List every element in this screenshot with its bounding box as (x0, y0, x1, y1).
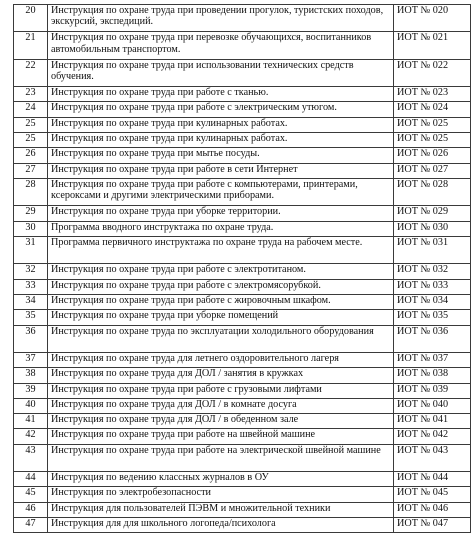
instruction-code: ИОТ № 026 (394, 148, 471, 163)
row-number: 25 (14, 117, 48, 132)
instruction-title: Инструкция по охране труда при работе с электромясорубкой. (48, 279, 394, 294)
instruction-title: Инструкция по охране труда при работе на швейной машине (48, 429, 394, 444)
instruction-title: Инструкция по охране труда при кулинарных работах. (48, 117, 394, 132)
table-row (14, 178, 471, 205)
table-row (14, 414, 471, 429)
table-row (14, 59, 471, 86)
row-number: 38 (14, 368, 48, 383)
instruction-title: Инструкция по охране труда при работе с грузовыми лифтами (48, 383, 394, 398)
instruction-title: Инструкция по охране труда при работе на электрической швейной машине (48, 444, 394, 471)
instruction-code: ИОТ № 039 (394, 383, 471, 398)
instruction-code: ИОТ № 028 (394, 178, 471, 205)
instruction-code: ИОТ № 044 (394, 472, 471, 487)
instruction-code: ИОТ № 038 (394, 368, 471, 383)
table-row (14, 236, 471, 263)
instruction-code: ИОТ № 033 (394, 279, 471, 294)
instruction-code: ИОТ № 024 (394, 102, 471, 117)
instructions-table-body (14, 5, 471, 533)
instruction-title: Инструкция по охране труда при уборке помещений (48, 310, 394, 325)
row-number: 41 (14, 414, 48, 429)
table-row (14, 206, 471, 221)
instruction-title: Инструкция для пользователей ПЭВМ и множительной техники (48, 502, 394, 517)
instruction-code: ИОТ № 023 (394, 87, 471, 102)
row-number: 28 (14, 178, 48, 205)
instruction-code: ИОТ № 025 (394, 133, 471, 148)
table-row (14, 325, 471, 352)
table-row (14, 310, 471, 325)
instruction-title: Инструкция по охране труда при работе с электрическим утюгом. (48, 102, 394, 117)
row-number: 36 (14, 325, 48, 352)
instruction-title: Инструкция по охране труда при мытье посуды. (48, 148, 394, 163)
table-row (14, 368, 471, 383)
instruction-code: ИОТ № 025 (394, 117, 471, 132)
instruction-code: ИОТ № 045 (394, 487, 471, 502)
row-number: 22 (14, 59, 48, 86)
row-number: 40 (14, 398, 48, 413)
instruction-code: ИОТ № 035 (394, 310, 471, 325)
row-number: 39 (14, 383, 48, 398)
instruction-title: Инструкция по охране труда при работе с компьютерами, принтерами, ксероксами и другими электрическими приборами. (48, 178, 394, 205)
instruction-code: ИОТ № 031 (394, 236, 471, 263)
table-row (14, 294, 471, 309)
row-number: 43 (14, 444, 48, 471)
table-row (14, 279, 471, 294)
row-number: 42 (14, 429, 48, 444)
instruction-code: ИОТ № 042 (394, 429, 471, 444)
instruction-title: Инструкция по охране труда при уборке территории. (48, 206, 394, 221)
row-number: 33 (14, 279, 48, 294)
instruction-title: Инструкция по охране труда при кулинарных работах. (48, 133, 394, 148)
instruction-code: ИОТ № 020 (394, 5, 471, 32)
table-row (14, 502, 471, 517)
table-row (14, 148, 471, 163)
instruction-title: Инструкция по охране труда при перевозке обучающихся, воспитанников автомобильным транспортом. (48, 32, 394, 59)
instruction-title: Инструкция по охране труда при работе с тканью. (48, 87, 394, 102)
instruction-code: ИОТ № 029 (394, 206, 471, 221)
instruction-title: Инструкция по охране труда для ДОЛ / в комнате досуга (48, 398, 394, 413)
instruction-code: ИОТ № 043 (394, 444, 471, 471)
row-number: 27 (14, 163, 48, 178)
instruction-title: Инструкция по ведению классных журналов в ОУ (48, 472, 394, 487)
instruction-title: Инструкция по охране труда для ДОЛ / занятия в кружках (48, 368, 394, 383)
table-row (14, 398, 471, 413)
instruction-code: ИОТ № 047 (394, 517, 471, 532)
instruction-title: Инструкция для для школьного логопеда/психолога (48, 517, 394, 532)
instruction-title: Инструкция по охране труда для ДОЛ / в обеденном зале (48, 414, 394, 429)
row-number: 34 (14, 294, 48, 309)
table-row (14, 264, 471, 279)
instruction-title: Инструкция по охране труда при использовании технических средств обучения. (48, 59, 394, 86)
instruction-title: Инструкция по охране труда по эксплуатации холодильного оборудования (48, 325, 394, 352)
row-number: 26 (14, 148, 48, 163)
row-number: 45 (14, 487, 48, 502)
table-row (14, 444, 471, 471)
row-number: 37 (14, 352, 48, 367)
instruction-code: ИОТ № 032 (394, 264, 471, 279)
row-number: 31 (14, 236, 48, 263)
row-number: 44 (14, 472, 48, 487)
table-row (14, 102, 471, 117)
row-number: 35 (14, 310, 48, 325)
table-row (14, 133, 471, 148)
table-row (14, 352, 471, 367)
table-row (14, 472, 471, 487)
instruction-code: ИОТ № 037 (394, 352, 471, 367)
table-row (14, 5, 471, 32)
instruction-code: ИОТ № 034 (394, 294, 471, 309)
instruction-title: Инструкция по охране труда при работе в сети Интернет (48, 163, 394, 178)
table-row (14, 163, 471, 178)
instruction-code: ИОТ № 027 (394, 163, 471, 178)
table-row (14, 487, 471, 502)
instruction-code: ИОТ № 022 (394, 59, 471, 86)
row-number: 30 (14, 221, 48, 236)
instruction-title: Программа первичного инструктажа по охране труда на рабочем месте. (48, 236, 394, 263)
row-number: 21 (14, 32, 48, 59)
instruction-title: Инструкция по охране труда при работе с электротитаном. (48, 264, 394, 279)
instruction-code: ИОТ № 041 (394, 414, 471, 429)
instruction-code: ИОТ № 021 (394, 32, 471, 59)
table-row (14, 117, 471, 132)
table-row (14, 32, 471, 59)
instruction-title: Инструкция по электробезопасности (48, 487, 394, 502)
instruction-title: Инструкция по охране труда для летнего оздоровительного лагеря (48, 352, 394, 367)
row-number: 46 (14, 502, 48, 517)
instruction-code: ИОТ № 036 (394, 325, 471, 352)
instructions-table (13, 4, 471, 533)
row-number: 20 (14, 5, 48, 32)
instruction-title: Инструкция по охране труда при работе с жировочным шкафом. (48, 294, 394, 309)
row-number: 32 (14, 264, 48, 279)
instruction-code: ИОТ № 040 (394, 398, 471, 413)
row-number: 25 (14, 133, 48, 148)
instruction-code: ИОТ № 030 (394, 221, 471, 236)
instruction-title: Инструкция по охране труда при проведении прогулок, туристских походов, экскурсий, экспедиций. (48, 5, 394, 32)
row-number: 23 (14, 87, 48, 102)
row-number: 29 (14, 206, 48, 221)
table-row (14, 87, 471, 102)
table-row (14, 517, 471, 532)
table-row (14, 383, 471, 398)
table-row (14, 221, 471, 236)
row-number: 24 (14, 102, 48, 117)
table-row (14, 429, 471, 444)
row-number: 47 (14, 517, 48, 532)
instruction-code: ИОТ № 046 (394, 502, 471, 517)
instruction-title: Программа вводного инструктажа по охране труда. (48, 221, 394, 236)
